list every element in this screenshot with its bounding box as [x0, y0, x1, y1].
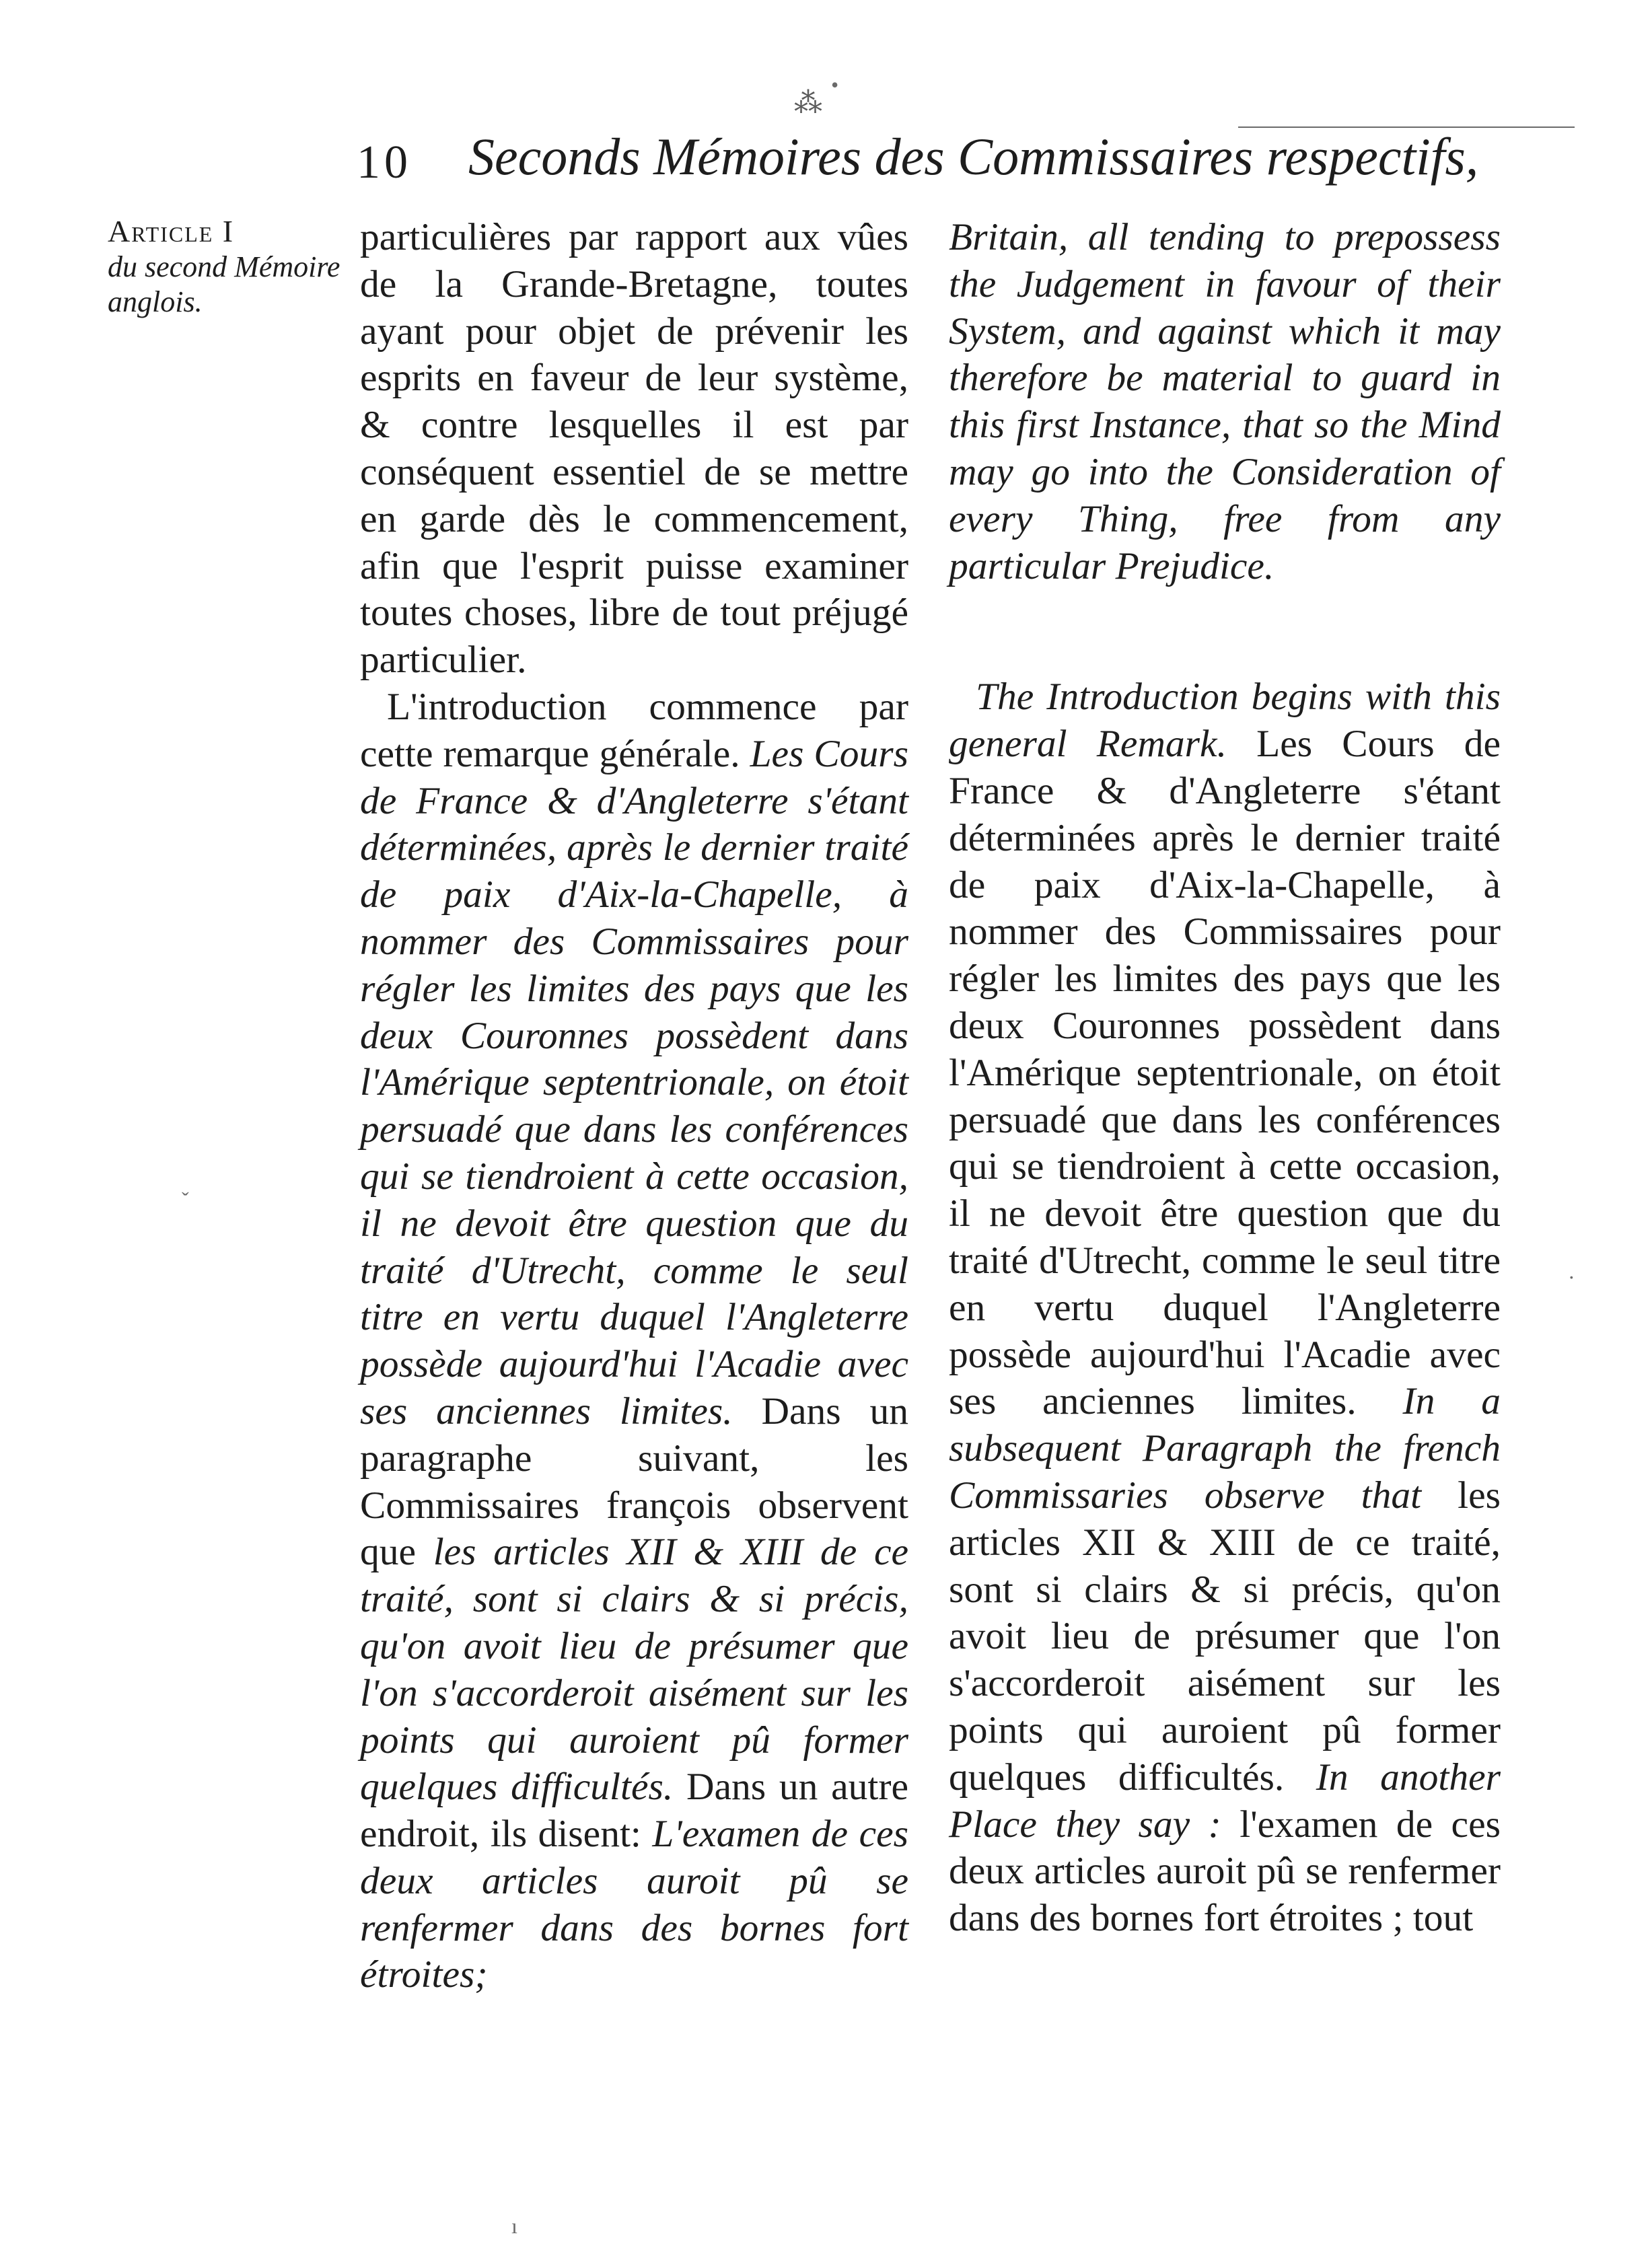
french-paragraph-introduction	[360, 684, 908, 1998]
header-rule	[1238, 126, 1575, 128]
flourish-ornament-icon: ⁂	[794, 88, 822, 119]
french-paragraph-continued: particulières par rapport aux vûes de la Grande-Bretagne, toutes ayant pour objet de prévenir les esprits en faveur de leur système, & contre lesquelles il est par conséquent essentiel de se mettre en garde dès le commencement, afin que l'esprit puisse examiner toutes choses, libre de tout préjugé particulier.	[360, 216, 908, 682]
english-paragraph-continued: Britain, all tending to prepossess the Judgement in favour of their System, and against which it may therefore be material to guard in this first Instance, that so the Mind may go into the Consideration of every Thing, free from any particular Prejudice.	[949, 216, 1501, 587]
english-text-column	[949, 214, 1501, 1942]
english-text-italic: In a subsequent Paragraph the french Commissaries observe that	[949, 1380, 1501, 1517]
french-text-roman: Dans un autre endroit, ils disent:	[360, 1766, 908, 1856]
margin-note	[108, 214, 350, 320]
english-text-italic: The Introduction begins with this general Remark.	[949, 676, 1501, 766]
ink-speck: ·	[1568, 1265, 1575, 1289]
ink-speck: ˇ	[182, 1188, 189, 1212]
page-number: 10	[357, 137, 412, 188]
french-text-column	[360, 214, 908, 1998]
french-quote-italic: L'examen de ces deux articles auroit pû se renfermer dans des bornes fort étroites;	[360, 1813, 908, 1996]
english-text-italic: In another Place they say :	[949, 1756, 1501, 1846]
french-quote-italic: Les Cours de France & d'Angleterre s'étant déterminées, après le dernier traité de paix d'Aix-la-Chapelle, à nommer des Commissaires pour régler les limites des pays que les deux Couronnes possèdent dans l'Amérique septentrionale, on étoit persuadé que dans les conférences qui se tiendroient à cette occasion, il ne devoit être question que du traité d'Utrecht, comme le seul titre en vertu duquel l'Angleterre possède aujourd'hui l'Acadie avec ses anciennes limites.	[360, 732, 909, 1433]
french-text-roman: L'introduction commence par cette remarque générale.	[360, 685, 908, 775]
paragraph-gap	[949, 589, 1501, 674]
french-quote-italic: les articles XII & XIII de ce traité, sont si clairs & si précis, qu'on avoit lieu de présumer que l'on s'accorderoit aisément sur les points qui auroient pû former quelques difficultés.	[360, 1531, 908, 1809]
page-header	[357, 120, 1479, 194]
ink-speck: •	[831, 73, 839, 97]
english-quote-roman: Les Cours de France & d'Angleterre s'étant déterminées après le dernier traité de paix d'Aix-la-Chapelle, à nommer des Commissaires pour régler les limites des pays que les deux Couronnes possèdent dans l'Amérique septentrionale, on étoit persuadé que dans les conférences qui se tiendroient à cette occasion, il ne devoit être question que du traité d'Utrecht, comme le seul titre en vertu duquel l'Angleterre possède aujourd'hui l'Acadie avec ses anciennes limites.	[949, 723, 1501, 1423]
ink-speck: ı	[511, 2214, 517, 2238]
margin-subtitle: du second Mémoire anglois.	[108, 250, 340, 318]
english-quote-roman: l'examen de ces deux articles auroit pû se renfermer dans des bornes fort étroites ; tout	[949, 1803, 1501, 1940]
margin-article-label: Article I	[108, 214, 235, 248]
english-paragraph-introduction	[949, 674, 1501, 1942]
french-text-roman: Dans un paragraphe suivant, les Commissaires françois observent que	[360, 1389, 908, 1574]
english-quote-roman: les articles XII & XIII de ce traité, sont si clairs & si précis, qu'on avoit lieu de présumer que l'on s'accorderoit aisément sur les points qui auroient pû former quelques difficultés.	[949, 1474, 1501, 1799]
running-title: Seconds Mémoires des Commissaires respectifs,	[468, 127, 1479, 186]
